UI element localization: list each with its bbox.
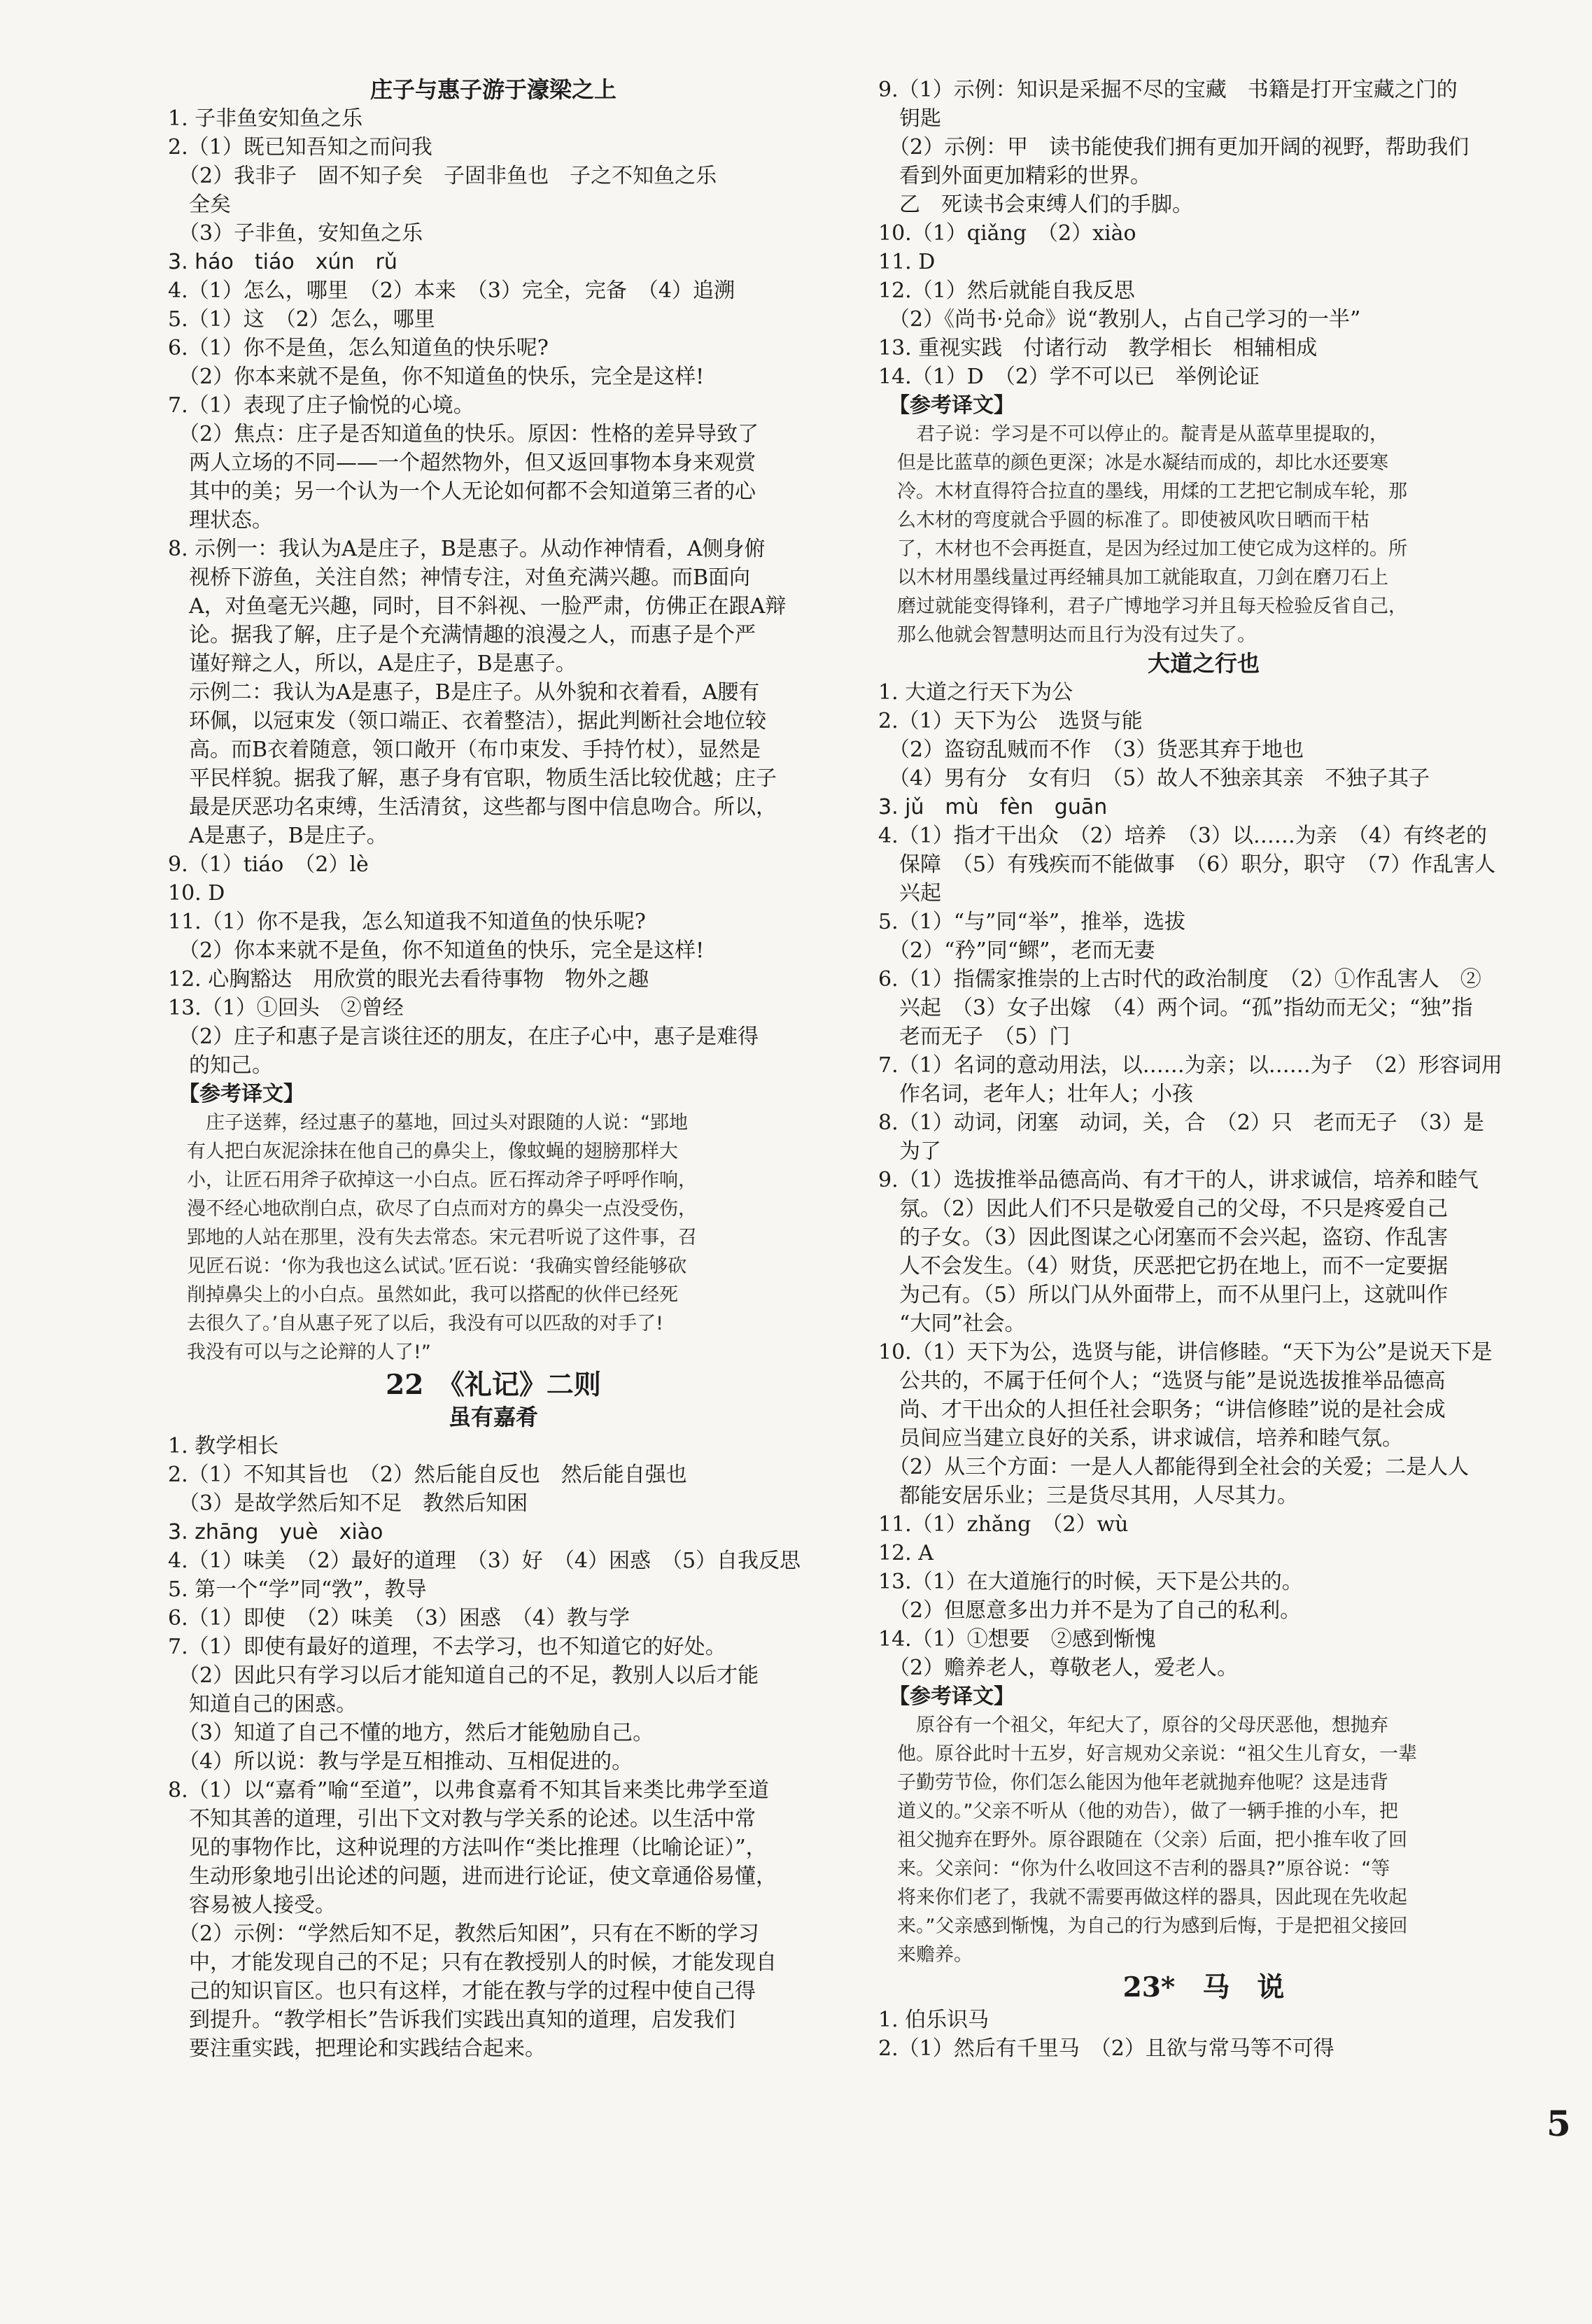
- reference-translation-tag: 【参考译文】: [168, 1082, 304, 1106]
- answer-line: 7.（1）表现了庄子愉悦的心境。: [168, 393, 474, 418]
- answer-line: （2）你本来就不是鱼，你不知道鱼的快乐，完全是这样!: [168, 365, 705, 389]
- answer-line: （2）盗窃乱贼而不作 （3）货恶其弃于地也: [878, 738, 1304, 762]
- answer-line: 保障 （5）有残疾而不能做事 （6）职分，职守 （7）作乱害人: [878, 852, 1496, 877]
- answer-line: 11.（1）你不是我，怎么知道我不知道鱼的快乐呢?: [168, 910, 646, 934]
- answer-line: 视桥下游鱼，关注自然；神情专注，对鱼充满兴趣。而B面向: [168, 565, 751, 590]
- answer-line: 不知其善的道理，引出下文对教与学关系的论述。以生活中常: [168, 1807, 756, 1831]
- translation-line: 削掉鼻尖上的小白点。虽然如此，我可以搭配的伙伴已经死: [168, 1284, 678, 1306]
- answer-line: 13.（1）①回头 ②曾经: [168, 996, 404, 1020]
- answer-line: A，对鱼毫无兴趣，同时，目不斜视、一脸严肃，仿佛正在跟A辩: [168, 594, 787, 619]
- answer-line: 的知己。: [168, 1053, 273, 1078]
- answer-line: （2）我非子 固不知子矣 子固非鱼也 子之不知鱼之乐: [168, 164, 717, 188]
- answer-line: 12. A: [878, 1541, 934, 1565]
- lesson-title: 23* 马 说: [1122, 1971, 1285, 2003]
- answer-line: 10. D: [168, 881, 225, 906]
- answer-line: 1. 大道之行天下为公: [878, 680, 1073, 705]
- translation-line: 来赡养。: [878, 1944, 973, 1966]
- page-number: 5: [1547, 2103, 1571, 2144]
- answer-line: （4）所以说：教与学是互相推动、互相促进的。: [168, 1749, 633, 1774]
- answer-line: 1. 子非鱼安知鱼之乐: [168, 106, 363, 131]
- answer-line: 13.（1）在大道施行的时候，天下是公共的。: [878, 1570, 1303, 1594]
- translation-line: 小，让匠石用斧子砍掉这一小白点。匠石挥动斧子呼呼作响，: [168, 1169, 697, 1191]
- answer-line: 10.（1）qiǎng （2）xiào: [878, 221, 1136, 246]
- answer-line: （4）男有分 女有归 （5）故人不独亲其亲 不独子其子: [878, 766, 1430, 791]
- answer-line: 老而无子 （5）门: [878, 1024, 1071, 1049]
- answer-line: 2.（1）然后有千里马 （2）且欲与常马等不可得: [878, 2036, 1334, 2061]
- answer-line: 11. D: [878, 250, 936, 274]
- answer-line: “大同”社会。: [878, 1311, 1026, 1336]
- answer-line: 8.（1）以“嘉肴”喻“至道”，以弗食嘉肴不知其旨来类比弗学至道: [168, 1778, 770, 1803]
- answer-line: 6.（1）指儒家推崇的上古时代的政治制度 （2）①作乱害人 ②: [878, 967, 1481, 992]
- answer-line: 3. háo tiáo xún rǔ: [168, 250, 397, 274]
- answer-line: （2）因此只有学习以后才能知道自己的不足，教别人以后才能: [168, 1663, 759, 1688]
- answer-line: 的子女。（3）因此图谋之心闭塞而不会兴起，盗窃、作乱害: [878, 1225, 1449, 1250]
- answer-line: （3）子非鱼，安知鱼之乐: [168, 221, 423, 246]
- translation-line: 那么他就会智慧明达而且行为没有过失了。: [878, 624, 1256, 646]
- translation-line: 祖父抛弃在野外。原谷跟随在（父亲）后面，把小推车收了回: [878, 1829, 1407, 1851]
- answer-line: 12. 心胸豁达 用欣赏的眼光去看待事物 物外之趣: [168, 967, 649, 992]
- answer-line: （2）焦点：庄子是否知道鱼的快乐。原因：性格的差异导致了: [168, 422, 759, 446]
- answer-line: 到提升。“教学相长”告诉我们实践出真知的道理，启发我们: [168, 2008, 735, 2032]
- answer-line: 6.（1）你不是鱼，怎么知道鱼的快乐呢?: [168, 336, 549, 360]
- answer-line: 1. 伯乐识马: [878, 2008, 989, 2032]
- lesson-title: 22 《礼记》二则: [386, 1369, 601, 1401]
- translation-line: 君子说：学习是不可以停止的。靛青是从蓝草里提取的，: [878, 423, 1388, 445]
- answer-line: 为己有。（5）所以门从外面带上，而不从里闩上，这就叫作: [878, 1283, 1449, 1307]
- answer-line: 兴起: [878, 881, 941, 906]
- answer-line: （2）赡养老人，尊敬老人，爱老人。: [878, 1656, 1239, 1680]
- reference-translation-tag: 【参考译文】: [878, 1684, 1015, 1709]
- answer-line: （2）示例：甲 读书能使我们拥有更加开阔的视野，帮助我们: [878, 135, 1470, 160]
- translation-line: 将来你们老了，我就不需要再做这样的器具，因此现在先收起: [878, 1887, 1407, 1908]
- translation-line: 磨过就能变得锋利，君子广博地学习并且每天检验反省自己，: [878, 596, 1407, 617]
- answer-line: 员间应当建立良好的关系，讲求诚信，培养和睦气氛。: [878, 1426, 1403, 1451]
- translation-line: 原谷有一个祖父，年纪大了，原谷的父母厌恶他，想抛弃: [878, 1714, 1388, 1736]
- answer-line: 11.（1）zhǎng （2）wù: [878, 1512, 1129, 1537]
- answer-line: 14.（1）①想要 ②感到惭愧: [878, 1627, 1156, 1652]
- translation-line: 他。原谷此时十五岁，好言规劝父亲说：“祖父生儿育女，一辈: [878, 1743, 1417, 1765]
- translation-line: 庄子送葬，经过惠子的墓地，回过头对跟随的人说：“郢地: [168, 1112, 688, 1134]
- answer-line: 13. 重视实践 付诸行动 教学相长 相辅相成: [878, 336, 1318, 360]
- answer-line: 看到外面更加精彩的世界。: [878, 164, 1151, 188]
- answer-line: 平民样貌。据我了解，惠子身有官职，物质生活比较优越；庄子: [168, 766, 777, 791]
- translation-line: 郢地的人站在那里，没有失去常态。宋元君听说了这件事，召: [168, 1227, 697, 1248]
- answer-line: 9.（1）示例：知识是采掘不尽的宝藏 书籍是打开宝藏之门的: [878, 78, 1458, 102]
- translation-line: 么木材的弯度就合乎圆的标准了。即使被风吹日晒而干枯: [878, 509, 1369, 531]
- right-column: [878, 76, 1529, 2063]
- section-heading: 庄子与惠子游于濠梁之上: [369, 76, 617, 103]
- answer-line: 都能安居乐业；三是货尽其用，人尽其力。: [878, 1484, 1298, 1508]
- answer-line: （3）知道了自己不懂的地方，然后才能勉励自己。: [168, 1721, 654, 1745]
- answer-line: 公共的，不属于任何个人；“选贤与能”是说选拔推举品德高: [878, 1369, 1446, 1393]
- answer-line: 2.（1）不知其旨也 （2）然后能自反也 然后能自强也: [168, 1463, 687, 1487]
- answer-line: 10.（1）天下为公，选贤与能，讲信修睦。“天下为公”是说天下是: [878, 1340, 1493, 1365]
- answer-line: 为了: [878, 1139, 941, 1164]
- reference-translation-tag: 【参考译文】: [878, 393, 1015, 418]
- answer-line: 环佩，以冠束发（领口端正、衣着整洁），据此判断社会地位较: [168, 709, 766, 733]
- answer-line: 8. 示例一：我认为A是庄子，B是惠子。从动作神情看，A侧身俯: [168, 537, 766, 561]
- answer-line: 见的事物作比，这种说理的方法叫作“类比推理（比喻论证）”，: [168, 1836, 767, 1860]
- translation-line: 来。”父亲感到惭愧，为自己的行为感到后悔，于是把祖父接回: [878, 1915, 1408, 1937]
- answer-line: 14.（1）D （2）学不可以已 举例论证: [878, 365, 1260, 389]
- answer-line: 5.（1）这 （2）怎么，哪里: [168, 307, 435, 332]
- answer-line: 3. jǔ mù fèn guān: [878, 795, 1108, 819]
- left-column: [168, 76, 819, 2063]
- answer-line: 8.（1）动词，闭塞 动词，关，合 （2）只 老而无子 （3）是: [878, 1111, 1484, 1135]
- answer-line: （2）示例：“学然后知不足，教然后知困”，只有在不断的学习: [168, 1922, 759, 1946]
- answer-line: 2.（1）既已知吾知之而问我: [168, 135, 432, 160]
- answer-line: 其中的美；另一个认为一个人无论如何都不会知道第三者的心: [168, 479, 756, 504]
- answer-line: 9.（1）tiáo （2）lè: [168, 852, 369, 877]
- answer-line: 要注重实践，把理论和实践结合起来。: [168, 2036, 546, 2061]
- translation-line: 我没有可以与之论辩的人了!”: [168, 1341, 431, 1363]
- answer-line: （2）庄子和惠子是言谈往还的朋友，在庄子心中，惠子是难得: [168, 1024, 759, 1049]
- answer-line: A是惠子，B是庄子。: [168, 824, 388, 848]
- answer-line: （2）但愿意多出力并不是为了自己的私利。: [878, 1598, 1302, 1623]
- answer-line: 最是厌恶功名束缚，生活清贫，这些都与图中信息吻合。所以，: [168, 795, 777, 819]
- answer-line: 5.（1）“与”同“举”，推举，选拔: [878, 910, 1186, 934]
- translation-line: 见匠石说：‘你为我也这么试试。’匠石说：‘我确实曾经能够砍: [168, 1255, 687, 1277]
- answer-line: 高。而B衣着随意，领口敞开（布巾束发、手持竹杖），显然是: [168, 738, 761, 762]
- answer-line: 6.（1）即使 （2）味美 （3）困惑 （4）教与学: [168, 1606, 630, 1631]
- answer-line: 12.（1）然后就能自我反思: [878, 279, 1135, 303]
- answer-line: 己的知识盲区。也只有这样，才能在教与学的过程中使自己得: [168, 1979, 756, 2003]
- answer-line: 作名词，老年人；壮年人；小孩: [878, 1082, 1193, 1106]
- answer-line: （2）“矜”同“鳏”，老而无妻: [878, 938, 1155, 963]
- answer-line: 氛。（2）因此人们不只是敬爱自己的父母，不只是疼爱自己: [878, 1197, 1449, 1221]
- translation-line: 道义的。”父亲不听从（他的劝告），做了一辆手推的小车，把: [878, 1801, 1398, 1822]
- section-heading: 大道之行也: [1147, 650, 1260, 677]
- translation-line: 漫不经心地砍削白点，砍尽了白点而对方的鼻尖一点没受伤，: [168, 1198, 697, 1220]
- translation-line: 子勤劳节俭，你们怎么能因为他年老就抛弃他呢？这是违背: [878, 1772, 1388, 1794]
- answer-line: 知道自己的困惑。: [168, 1692, 357, 1717]
- answer-line: 7.（1）即使有最好的道理，不去学习，也不知道它的好处。: [168, 1635, 726, 1659]
- answer-line: （3）是故学然后知不足 教然后知困: [168, 1491, 528, 1516]
- answer-line: 钥匙: [878, 106, 941, 131]
- answer-line: 兴起 （3）女子出嫁 （4）两个词。“孤”指幼而无父；“独”指: [878, 996, 1473, 1020]
- answer-line: 4.（1）怎么，哪里 （2）本来 （3）完全，完备 （4）追溯: [168, 279, 735, 303]
- answer-line: 乙 死读书会束缚人们的手脚。: [878, 192, 1193, 217]
- answer-line: （2）《尚书·兑命》说“教别人，占自己学习的一半”: [878, 307, 1361, 332]
- answer-line: 1. 教学相长: [168, 1434, 279, 1458]
- answer-line: 容易被人接受。: [168, 1893, 336, 1917]
- answer-line: （2）从三个方面：一是人人都能得到全社会的关爱；二是人人: [878, 1455, 1470, 1479]
- answer-line: 3. zhāng yuè xiào: [168, 1520, 383, 1544]
- translation-line: 但是比蓝草的颜色更深；冰是水凝结而成的，却比水还要寒: [878, 452, 1388, 474]
- answer-line: 论。据我了解，庄子是个充满情趣的浪漫之人，而惠子是个严: [168, 623, 756, 647]
- answer-line: 全矣: [168, 192, 231, 217]
- translation-line: 有人把白灰泥涂抹在他自己的鼻尖上，像蚊蝇的翅膀那样大: [168, 1141, 678, 1162]
- translation-line: 以木材用墨线量过再经辅具加工就能取直，刀剑在磨刀石上: [878, 567, 1388, 589]
- answer-line: 9.（1）选拔推举品德高尚、有才干的人，讲求诚信，培养和睦气: [878, 1168, 1479, 1192]
- answer-line: 中，才能发现自己的不足；只有在教授别人的时候，才能发现自: [168, 1950, 777, 1975]
- answer-line: 7.（1）名词的意动用法，以……为亲；以……为子 （2）形容词用: [878, 1053, 1502, 1078]
- answer-line: 谨好辩之人，所以，A是庄子，B是惠子。: [168, 652, 577, 676]
- answer-line: 2.（1）天下为公 选贤与能: [878, 709, 1143, 733]
- answer-line: 理状态。: [168, 508, 273, 533]
- answer-line: 示例二：我认为A是惠子，B是庄子。从外貌和衣着看，A腰有: [168, 680, 760, 705]
- translation-line: 去很久了。’自从惠子死了以后，我没有可以匹敌的对手了!: [168, 1313, 663, 1334]
- answer-line: 人不会发生。（4）财货，厌恶把它扔在地上，而不一定要据: [878, 1254, 1449, 1279]
- section-heading: 虽有嘉肴: [448, 1404, 538, 1430]
- answer-line: 5. 第一个“学”同“敩”，教导: [168, 1577, 427, 1602]
- answer-line: 两人立场的不同——一个超然物外，但又返回事物本身来观赏: [168, 451, 756, 475]
- translation-line: 来。父亲问：“你为什么收回这不吉利的器具?”原谷说：“等: [878, 1858, 1390, 1880]
- answer-line: 尚、才干出众的人担任社会职务；“讲信修睦”说的是社会成: [878, 1397, 1446, 1422]
- translation-line: 冷。木材直得符合拉直的墨线，用煣的工艺把它制成车轮，那: [878, 481, 1407, 502]
- answer-line: 4.（1）指才干出众 （2）培养 （3）以……为亲 （4）有终老的: [878, 824, 1487, 848]
- answer-line: 4.（1）味美 （2）最好的道理 （3）好 （4）困惑 （5）自我反思: [168, 1549, 801, 1573]
- translation-line: 了，木材也不会再挺直，是因为经过加工使它成为这样的。所: [878, 538, 1407, 560]
- answer-line: （2）你本来就不是鱼，你不知道鱼的快乐，完全是这样!: [168, 938, 705, 963]
- answer-line: 生动形象地引出论述的问题，进而进行论证，使文章通俗易懂，: [168, 1864, 777, 1889]
